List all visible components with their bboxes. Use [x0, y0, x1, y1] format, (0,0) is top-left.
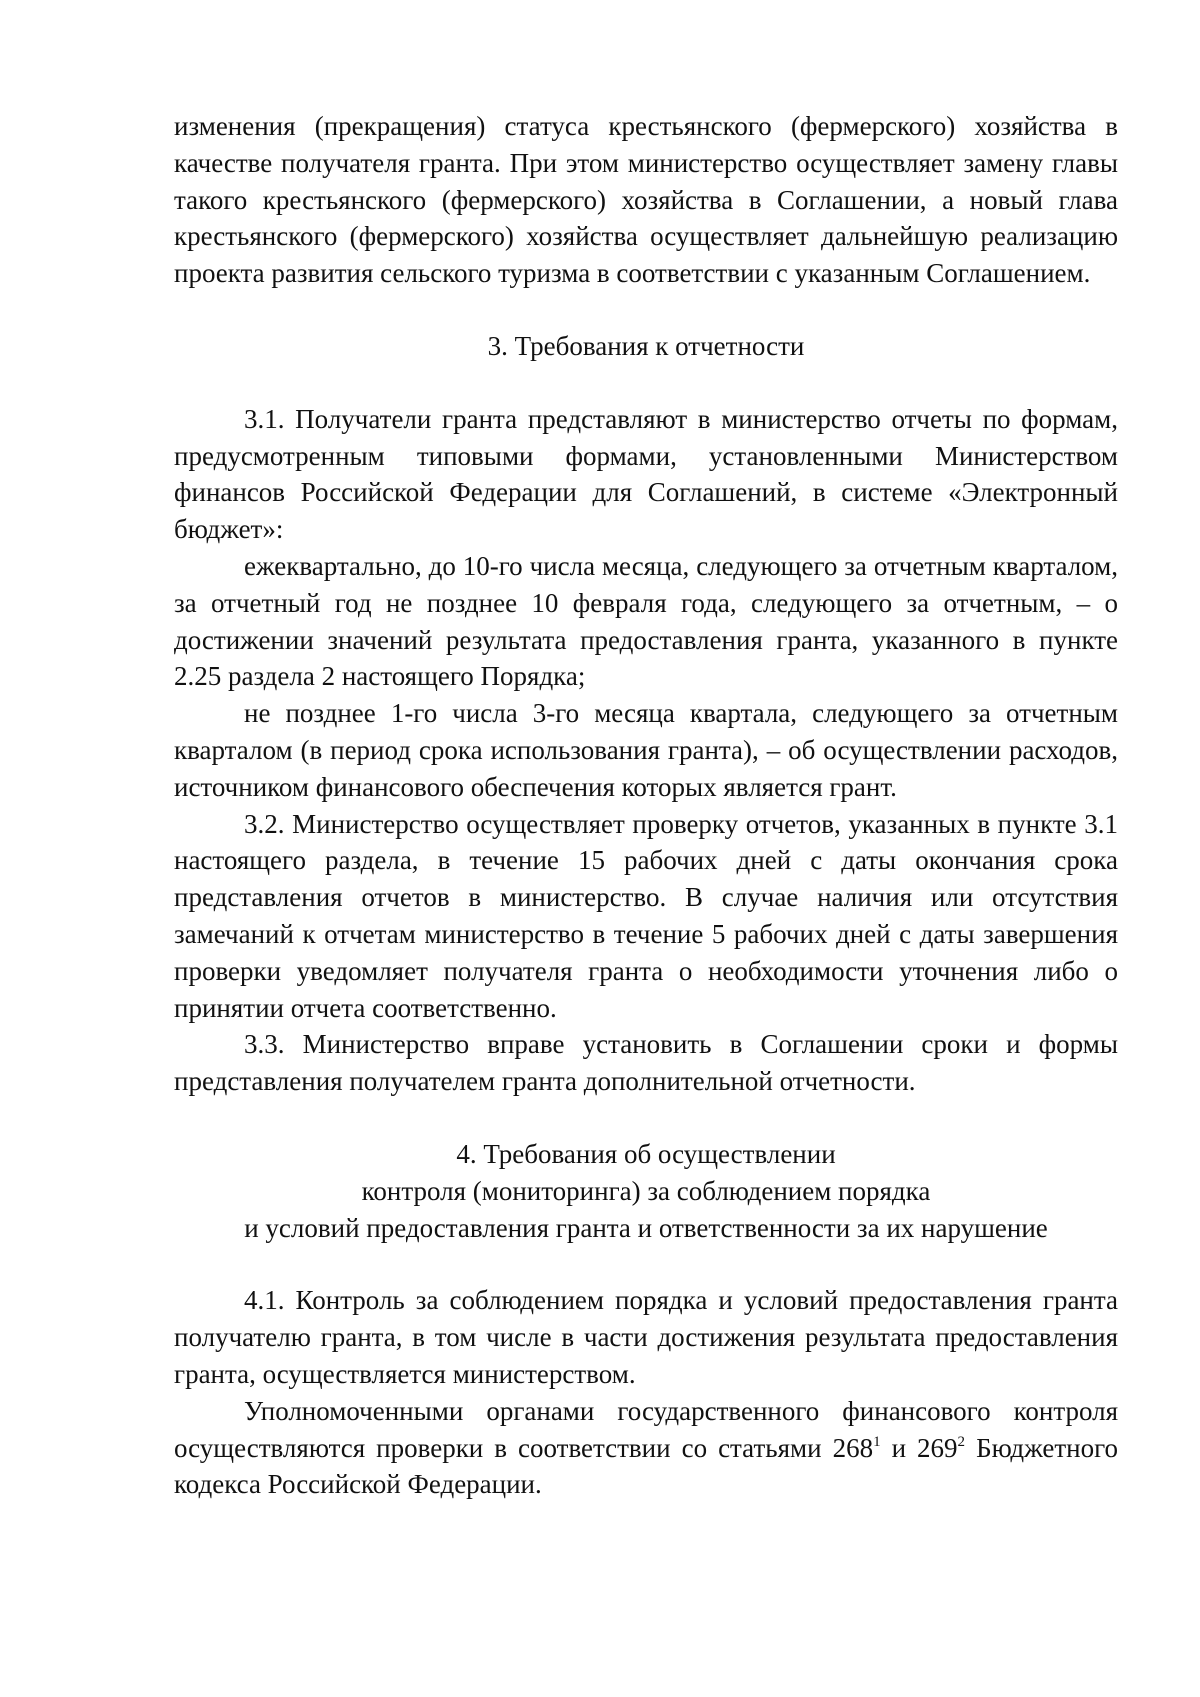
paragraph-3-1-expenses: не позднее 1-го числа 3-го месяца квартала, следующего за отчетным кварталом (в период срока использования гранта), – об осуществлении расходов, источником финансового обеспечения которых является грант.	[174, 698, 1118, 802]
paragraph-4-2-start: Уполномоченными органами государственного финансового контроля осуществляются проверки в соответствии со статьями	[174, 1395, 1118, 1463]
paragraph-status-change: изменения (прекращения) статуса крестьянского (фермерского) хозяйства в качестве получателя гранта. При этом министерство осуществляет замену главы такого крестьянского (фермерского) хозяйства в Соглашении, а новый глава крестьянского (фермерского) хозяйства осуществляет дальнейшую реализацию проекта развития сельского туризма в соответствии с указанным Соглашением.	[174, 111, 1118, 289]
article-269-reference	[917, 1433, 965, 1463]
paragraph-4-2-end: Бюджетного кодекса Российской Федерации.	[174, 1432, 1119, 1500]
section-3-heading: 3. Требования к отчетности	[487, 330, 805, 361]
section-4-heading-line-1: 4. Требования об осуществлении	[456, 1138, 836, 1169]
article-268-number: 268	[832, 1432, 874, 1463]
paragraph-3-3: 3.3. Министерство вправе установить в Соглашении сроки и формы представления получателем гранта дополнительной отчетности.	[174, 1029, 1118, 1097]
conjunction-and: и	[891, 1432, 907, 1463]
section-4-heading	[174, 1136, 1118, 1246]
section-4-heading-line-2: контроля (мониторинга) за соблюдением порядка	[361, 1175, 931, 1206]
section-4-heading-line-3: и условий предоставления гранта и ответственности за их нарушение	[244, 1212, 1048, 1243]
paragraph-4-2	[174, 1393, 1118, 1503]
article-269-number: 269	[917, 1432, 958, 1463]
article-268-reference	[833, 1433, 881, 1463]
paragraph-4-1: 4.1. Контроль за соблюдением порядка и условий предоставления гранта получателю гранта, в том числе в части достижения результата предоставления гранта, осуществляется министерством.	[174, 1285, 1118, 1389]
paragraph-3-1-quarterly: ежеквартально, до 10-го числа месяца, следующего за отчетным кварталом, за отчетный год не позднее 10 февраля года, следующего за отчетным, – о достижении значений результата предоставления гранта, указанного в пункте 2.25 раздела 2 настоящего Порядка;	[174, 550, 1118, 692]
paragraph-3-1: 3.1. Получатели гранта представляют в министерство отчеты по формам, предусмотренным типовыми формами, установленными Министерством финансов Российской Федерации для Соглашений, в системе «Электронный бюджет»:	[174, 403, 1118, 545]
article-268-superscript: 1	[873, 1433, 881, 1450]
paragraph-3-2: 3.2. Министерство осуществляет проверку отчетов, указанных в пункте 3.1 настоящего раздела, в течение 15 рабочих дней с даты окончания срока представления отчетов в министерство. В случае наличия или отсутствия замечаний к отчетам министерство в течение 5 рабочих дней с даты завершения проверки уведомляет получателя гранта о необходимости уточнения либо о принятии отчета соответственно.	[174, 808, 1118, 1023]
article-269-superscript: 2	[957, 1433, 966, 1450]
